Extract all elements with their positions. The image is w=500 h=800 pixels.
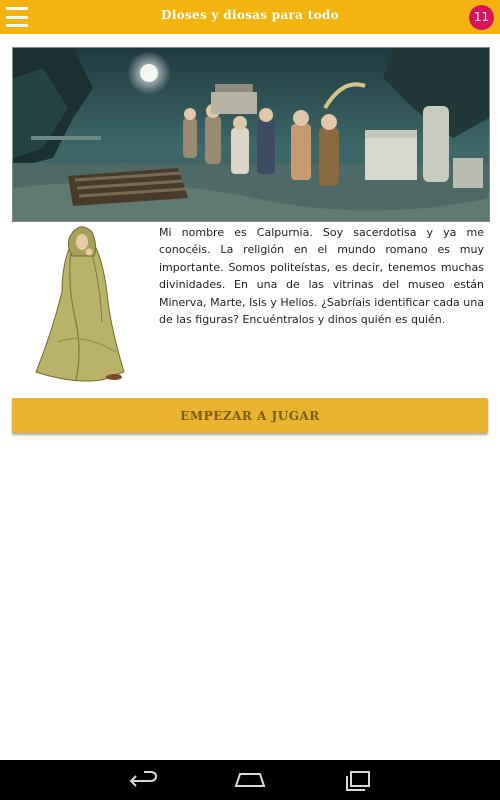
calpurnia-image — [32, 222, 134, 385]
recents-icon[interactable] — [338, 768, 378, 792]
app-title: Dioses y diosas para todo — [161, 8, 339, 22]
app-bar — [0, 0, 500, 34]
system-navigation-bar — [0, 760, 500, 800]
back-icon[interactable] — [124, 768, 164, 792]
start-game-button[interactable]: EMPEZAR A JUGAR — [12, 398, 488, 433]
notification-badge[interactable]: 11 — [469, 5, 494, 30]
banner-image — [12, 47, 490, 222]
intro-text: Mi nombre es Calpurnia. Soy sacerdotisa y ya me conocéis. La religión en el mundo romano es muy importante. Somos politeístas, es decir, tenemos muchas divinidades. En una de las vitrinas del museo están Minerva, Marte, Isis y Helios. ¿Sabríais identificar cada una de las figuras? Encuéntralos y dinos quién es quién. — [159, 226, 484, 327]
home-icon[interactable] — [230, 768, 270, 792]
